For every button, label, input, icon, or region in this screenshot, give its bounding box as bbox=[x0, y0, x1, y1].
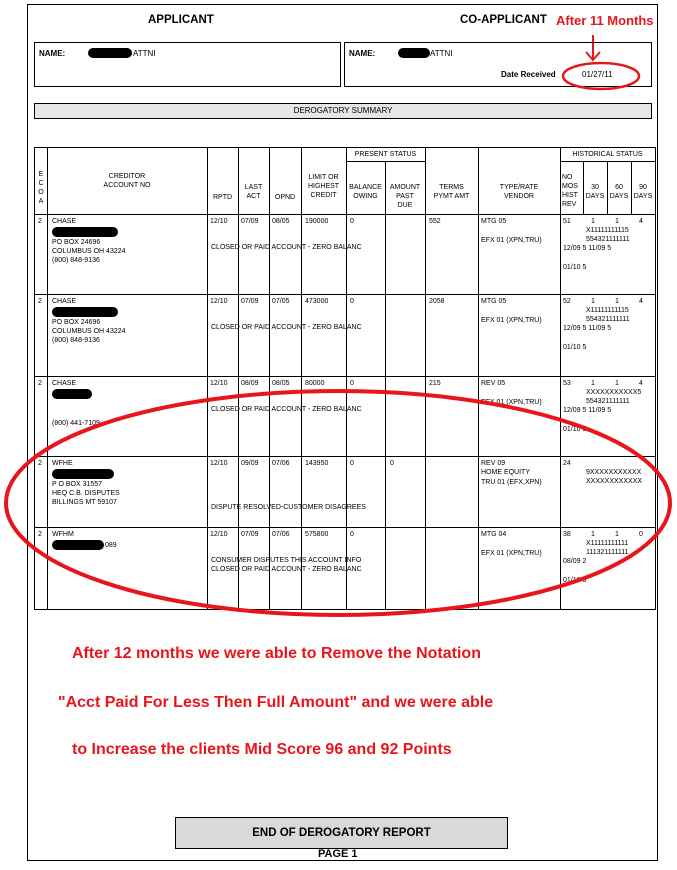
row-hist-line: 12/09 5 11/09 5 bbox=[563, 245, 612, 252]
row-ecoa: 2 bbox=[38, 298, 42, 305]
co-applicant-name-label: NAME: bbox=[349, 49, 376, 58]
redaction-bar bbox=[398, 48, 430, 58]
row-hist-60: 1 bbox=[615, 531, 619, 538]
row-hist-mos: 24 bbox=[563, 460, 571, 467]
row-creditor-address-3: (800) 441-7109 bbox=[52, 420, 100, 427]
row-ecoa: 2 bbox=[38, 218, 42, 225]
col-60-header: 60 DAYS bbox=[609, 184, 629, 200]
row-type: REV 05 bbox=[481, 380, 506, 387]
row-status-note: CLOSED OR PAID ACCOUNT - ZERO BALANC bbox=[211, 244, 362, 251]
date-received-value: 01/27/11 bbox=[582, 70, 613, 79]
row-hist-mos: 52 bbox=[563, 298, 571, 305]
row-type: MTG 04 bbox=[481, 531, 507, 538]
co-applicant-heading: CO-APPLICANT bbox=[460, 14, 547, 26]
row-terms: 215 bbox=[429, 380, 441, 387]
row-hist-line: XXXXXXXXXXX5 bbox=[586, 389, 642, 396]
row-hist-line: 01/10 5 bbox=[563, 344, 587, 351]
row-status-note: CLOSED OR PAID ACCOUNT - ZERO BALANC bbox=[211, 324, 362, 331]
row-creditor-address-1: P O BOX 31557 bbox=[52, 481, 103, 488]
row-creditor-name: CHASE bbox=[52, 380, 77, 387]
row-terms: 552 bbox=[429, 218, 441, 225]
row-last-act: 07/09 bbox=[241, 218, 259, 225]
applicant-name-suffix: ATTNI bbox=[133, 49, 156, 58]
row-hist-line: X11111111115 bbox=[586, 307, 629, 314]
row-hist-90: 4 bbox=[639, 380, 643, 387]
col-creditor-header: CREDITOR ACCOUNT NO bbox=[103, 173, 151, 189]
row-ecoa: 2 bbox=[38, 460, 42, 467]
date-received-label: Date Received bbox=[501, 70, 556, 79]
redaction-bar bbox=[52, 307, 118, 317]
row-hist-mos: 51 bbox=[563, 218, 571, 225]
red-ellipse-highlight bbox=[0, 385, 677, 625]
row-vendor: EFX 01 (XPN,TRU) bbox=[481, 317, 542, 324]
row-hist-90: 4 bbox=[639, 218, 643, 225]
row-status-note-2: CLOSED OR PAID ACCOUNT - ZERO BALANC bbox=[211, 566, 362, 573]
annotation-line-2: "Acct Paid For Less Then Full Amount" and we were able bbox=[58, 694, 494, 711]
row-rptd: 12/10 bbox=[210, 460, 228, 467]
row-hist-line: 01/10 5 bbox=[563, 264, 587, 271]
col-opnd-header: OPND bbox=[274, 194, 296, 201]
row-hist-line: 12/09 5 11/09 5 bbox=[563, 325, 612, 332]
col-mos-header: NO MOS HIST REV bbox=[562, 174, 578, 208]
row-creditor-name: WFHM bbox=[52, 531, 74, 538]
co-applicant-name-suffix: ATTNI bbox=[430, 49, 453, 58]
row-rptd: 12/10 bbox=[210, 531, 228, 538]
historical-status-header: HISTORICAL STATUS bbox=[572, 151, 643, 158]
row-hist-30: 1 bbox=[591, 218, 595, 225]
row-balance: 0 bbox=[350, 531, 354, 538]
col-type-header: TYPE/RATE VENDOR bbox=[499, 184, 539, 200]
row-creditor-address-1: PO BOX 24696 bbox=[52, 239, 101, 246]
red-circle-date bbox=[560, 60, 642, 92]
row-balance: 0 bbox=[350, 460, 354, 467]
row-type-2: HOME EQUITY bbox=[481, 469, 531, 476]
row-hist-line: 12/09 5 11/09 5 bbox=[563, 407, 612, 414]
row-hist-line: 554321111111 bbox=[586, 398, 630, 405]
row-limit: 473000 bbox=[305, 298, 329, 305]
row-status-note: CONSUMER DISPUTES THIS ACCOUNT INFO bbox=[211, 557, 362, 564]
redaction-bar bbox=[52, 227, 118, 237]
applicant-name-label: NAME: bbox=[39, 49, 66, 58]
row-limit: 80000 bbox=[305, 380, 325, 387]
col-rptd-header: RPTD bbox=[212, 194, 233, 201]
row-vendor: EFX 01 (XPN,TRU) bbox=[481, 237, 542, 244]
col-ecoa-header: E C O A bbox=[38, 171, 44, 205]
row-balance: 0 bbox=[350, 298, 354, 305]
row-hist-90: 0 bbox=[639, 531, 643, 538]
applicant-heading: APPLICANT bbox=[148, 14, 214, 26]
row-hist-line: 01/10 5 bbox=[563, 426, 587, 433]
row-creditor-name: WFHE bbox=[52, 460, 73, 467]
row-hist-90: 4 bbox=[639, 298, 643, 305]
page-number: PAGE 1 bbox=[318, 848, 358, 860]
row-hist-line: 554321111111 bbox=[586, 236, 630, 243]
col-terms-header: TERMS PYMT AMT bbox=[433, 184, 470, 200]
row-hist-line: 554321111111 bbox=[586, 316, 630, 323]
row-creditor-address-3: (800) 848-9136 bbox=[52, 257, 100, 264]
row-hist-60: 1 bbox=[615, 218, 619, 225]
row-opnd: 07/05 bbox=[272, 298, 290, 305]
row-creditor-address-3: BILLINGS MT 59107 bbox=[52, 499, 117, 506]
row-last-act: 07/09 bbox=[241, 298, 259, 305]
row-balance: 0 bbox=[350, 380, 354, 387]
row-hist-line: 01/10 3 bbox=[563, 577, 587, 584]
annotation-line-1: After 12 months we were able to Remove the Notation bbox=[72, 645, 481, 662]
row-creditor-address-2: COLUMBUS OH 43224 bbox=[52, 328, 126, 335]
row-hist-line: XXXXXXXXXXXX bbox=[586, 478, 643, 485]
row-hist-line: 111321111111 bbox=[586, 549, 629, 556]
row-last-act: 08/09 bbox=[241, 380, 259, 387]
row-account-suffix: 089 bbox=[105, 542, 117, 549]
row-opnd: 08/05 bbox=[272, 218, 290, 225]
row-last-act: 07/09 bbox=[241, 531, 259, 538]
row-status-note: DISPUTE RESOLVED-CUSTOMER DISAGREES bbox=[211, 504, 366, 511]
row-hist-mos: 53 bbox=[563, 380, 571, 387]
row-creditor-name: CHASE bbox=[52, 218, 77, 225]
row-vendor: TRU 01 (EFX,XPN) bbox=[481, 479, 542, 486]
row-status-note: CLOSED OR PAID ACCOUNT - ZERO BALANC bbox=[211, 406, 362, 413]
col-past-due-header: AMOUNT PAST DUE bbox=[389, 184, 421, 209]
col-30-header: 30 DAYS bbox=[585, 184, 605, 200]
row-hist-mos: 38 bbox=[563, 531, 571, 538]
row-ecoa: 2 bbox=[38, 380, 42, 387]
row-hist-line: 9XXXXXXXXXXX bbox=[586, 469, 642, 476]
row-hist-line: X11111111111 bbox=[586, 540, 629, 547]
col-balance-header: BALANCE OWING bbox=[349, 184, 382, 200]
row-hist-line: X11111111115 bbox=[586, 227, 629, 234]
row-hist-30: 1 bbox=[591, 531, 595, 538]
row-opnd: 07/06 bbox=[272, 531, 290, 538]
row-hist-30: 1 bbox=[591, 380, 595, 387]
row-hist-30: 1 bbox=[591, 298, 595, 305]
row-last-act: 09/09 bbox=[241, 460, 259, 467]
row-creditor-address-1: PO BOX 24696 bbox=[52, 319, 101, 326]
row-type: MTG 05 bbox=[481, 218, 507, 225]
row-rptd: 12/10 bbox=[210, 218, 228, 225]
row-past-due: 0 bbox=[390, 460, 394, 467]
row-opnd: 07/06 bbox=[272, 460, 290, 467]
col-limit-header: LIMIT OR HIGHEST CREDIT bbox=[307, 174, 340, 199]
applicant-name-box bbox=[34, 42, 341, 87]
row-hist-60: 1 bbox=[615, 380, 619, 387]
row-rptd: 12/10 bbox=[210, 298, 228, 305]
row-ecoa: 2 bbox=[38, 531, 42, 538]
row-hist-line: 08/09 2 bbox=[563, 558, 587, 565]
row-vendor: EFX 01 (XPN,TRU) bbox=[481, 550, 542, 557]
redaction-bar bbox=[88, 48, 132, 58]
row-creditor-name: CHASE bbox=[52, 298, 77, 305]
row-creditor-address-3: (800) 848-9136 bbox=[52, 337, 100, 344]
row-terms: 2058 bbox=[429, 298, 445, 305]
annotation-after-11-months: After 11 Months bbox=[556, 13, 654, 28]
row-limit: 143950 bbox=[305, 460, 329, 467]
row-limit: 575800 bbox=[305, 531, 329, 538]
row-type: REV 09 bbox=[481, 460, 506, 467]
row-balance: 0 bbox=[350, 218, 354, 225]
row-hist-60: 1 bbox=[615, 298, 619, 305]
derogatory-summary-bar: DEROGATORY SUMMARY bbox=[34, 103, 652, 119]
annotation-line-3: to Increase the clients Mid Score 96 and 92 Points bbox=[72, 741, 452, 758]
row-vendor: EFX 01 (XPN,TRU) bbox=[481, 399, 542, 406]
row-creditor-address-2: HEQ C.B. DISPUTES bbox=[52, 490, 120, 497]
end-of-report-banner: END OF DEROGATORY REPORT bbox=[175, 817, 508, 849]
row-opnd: 08/05 bbox=[272, 380, 290, 387]
col-last-act-header: LAST ACT bbox=[244, 184, 263, 200]
col-90-header: 90 DAYS bbox=[633, 184, 653, 200]
row-rptd: 12/10 bbox=[210, 380, 228, 387]
row-creditor-address-2: COLUMBUS OH 43224 bbox=[52, 248, 126, 255]
row-limit: 190000 bbox=[305, 218, 329, 225]
row-type: MTG 05 bbox=[481, 298, 507, 305]
present-status-header: PRESENT STATUS bbox=[354, 151, 417, 158]
